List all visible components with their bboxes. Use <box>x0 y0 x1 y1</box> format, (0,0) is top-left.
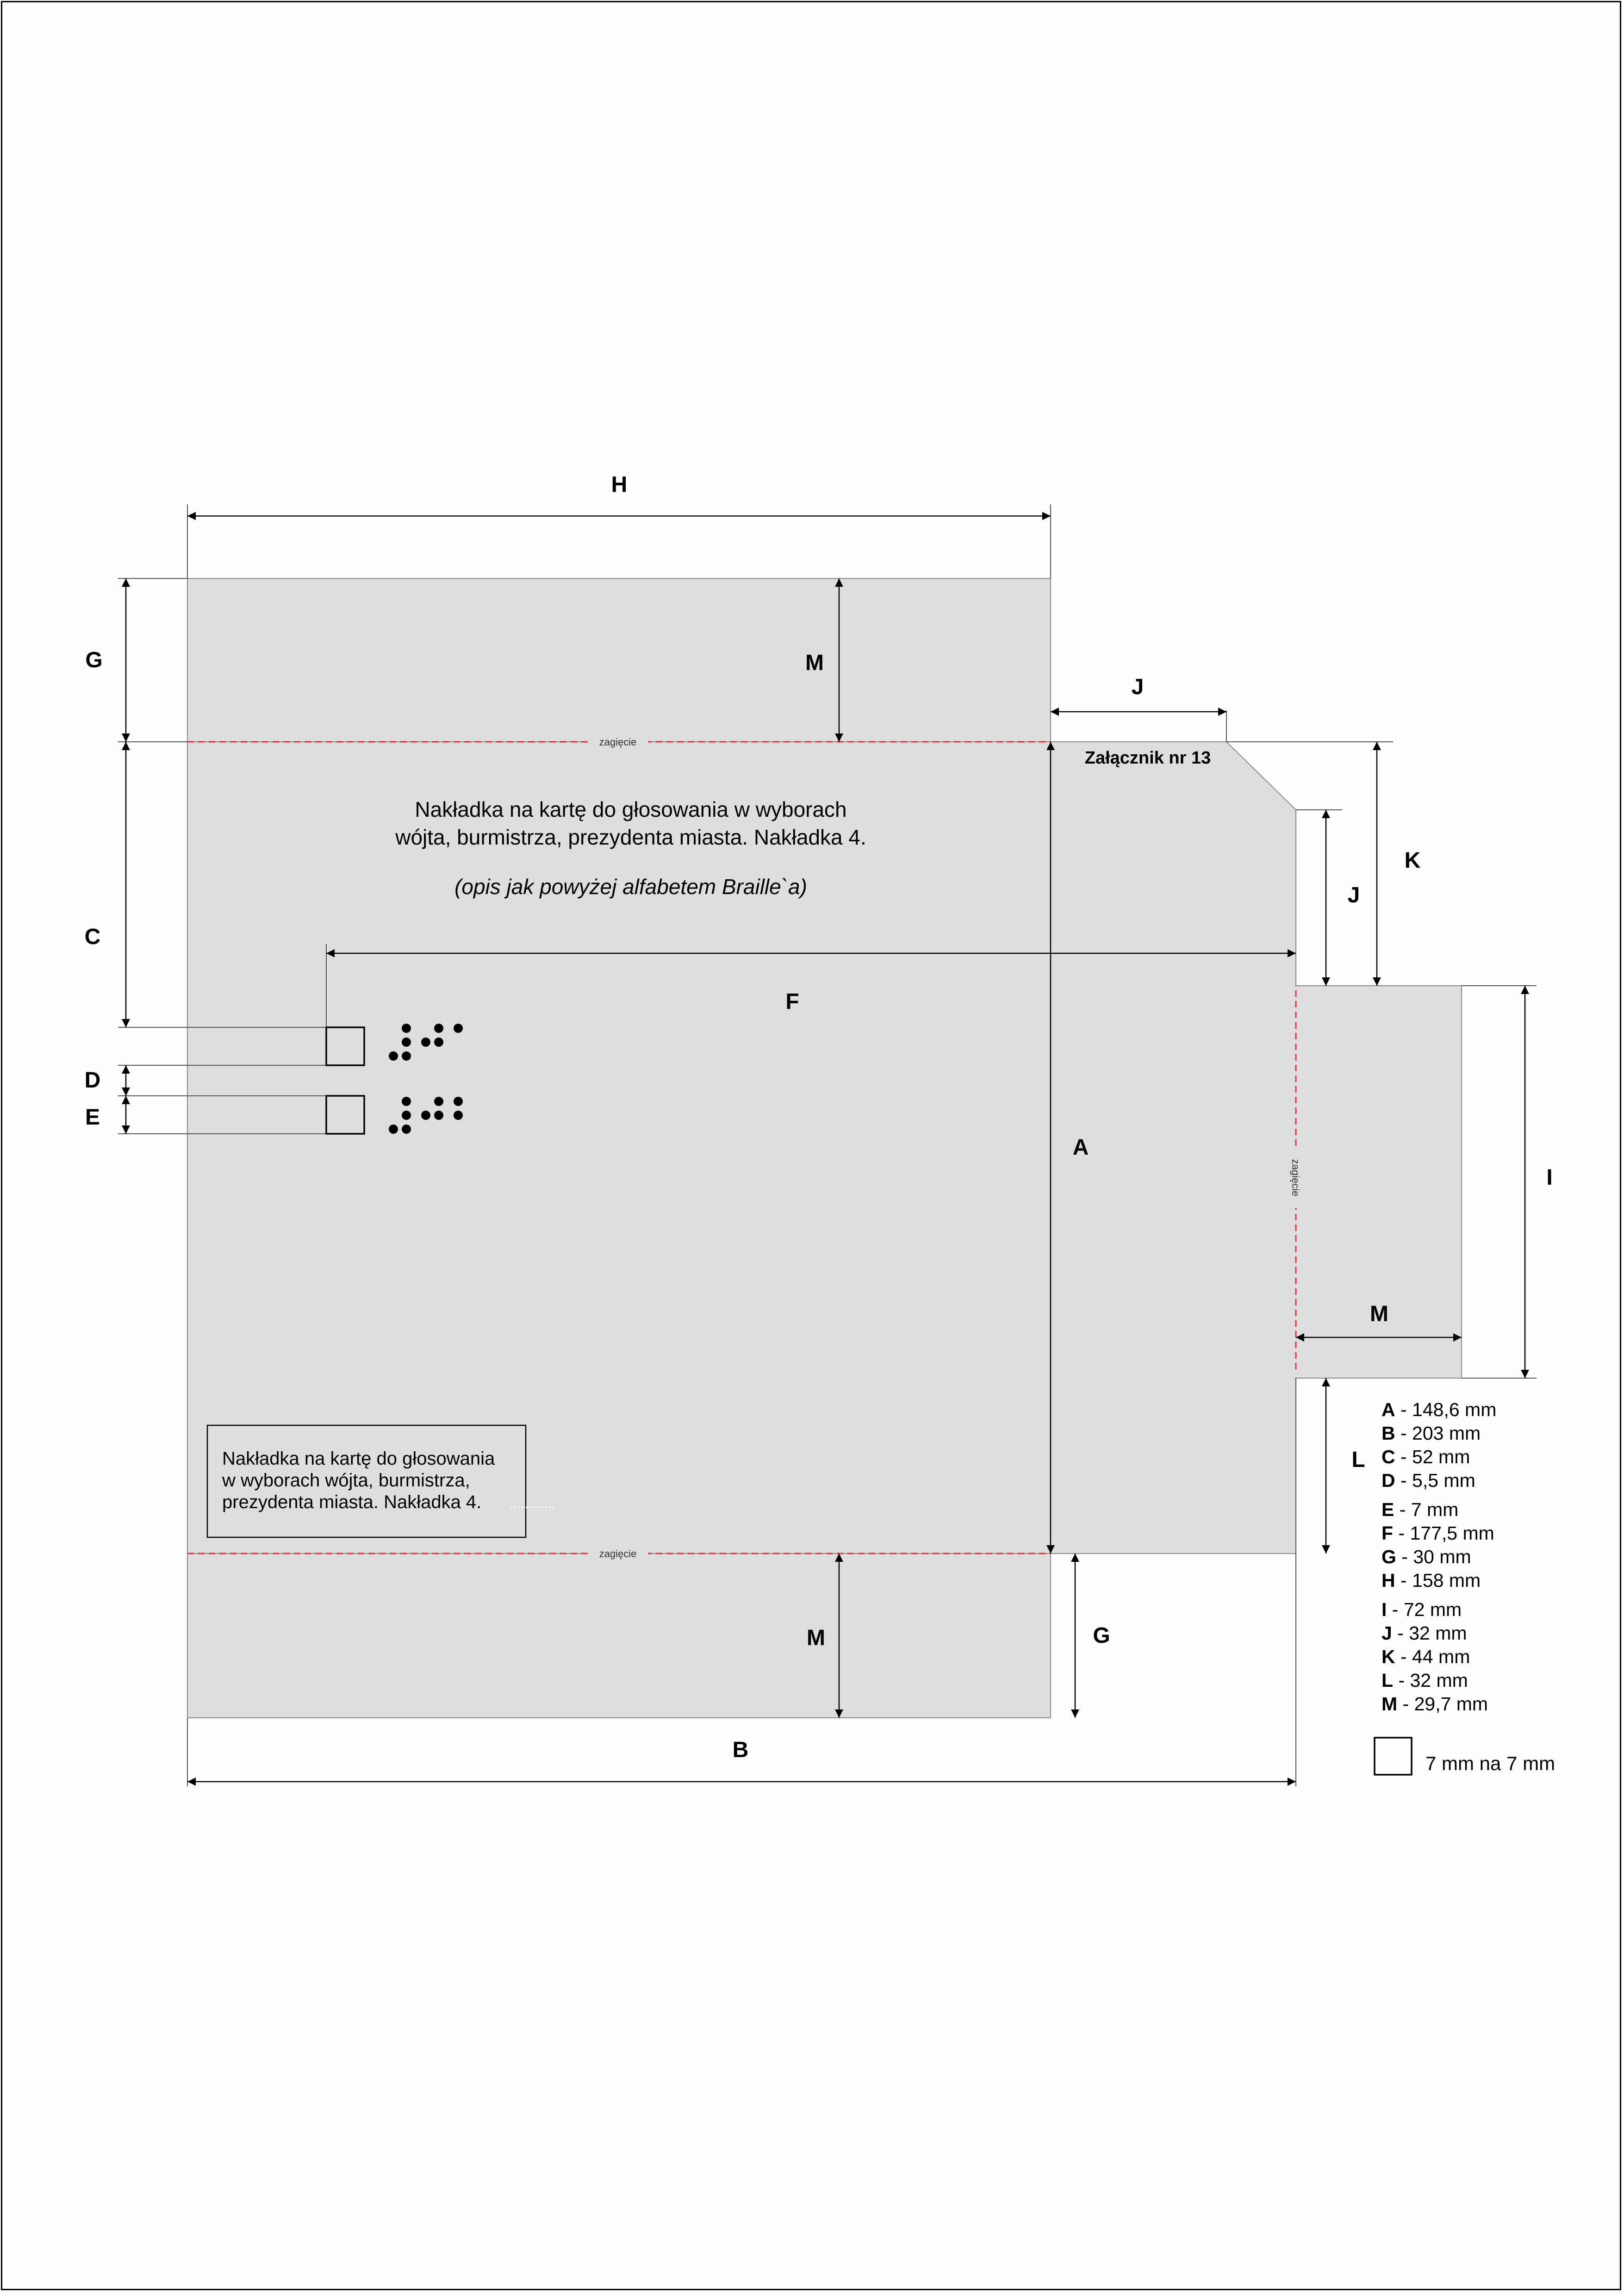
label-G-top: G <box>85 648 103 672</box>
label-box-line-1: Nakładka na kartę do głosowania <box>222 1448 495 1469</box>
legend-row-d: D - 5,5 mm <box>1381 1470 1475 1491</box>
fold-label-bottom: zagięcie <box>599 1548 637 1560</box>
square-note-icon <box>1375 1738 1412 1775</box>
title-line-1: Nakładka na kartę do głosowania w wyborach <box>415 797 847 821</box>
label-M-top: M <box>805 651 824 675</box>
label-box-line-2: w wyborach wójta, burmistrza, <box>222 1470 470 1491</box>
label-J-horizontal: J <box>1131 675 1144 699</box>
legend-row-b: B - 203 mm <box>1381 1423 1481 1444</box>
label-E: E <box>85 1105 100 1130</box>
label-D: D <box>84 1068 101 1093</box>
legend-row-e: E - 7 mm <box>1381 1499 1459 1520</box>
legend-row-h: H - 158 mm <box>1381 1570 1481 1591</box>
label-M-bottom: M <box>807 1626 825 1650</box>
fold-label-top: zagięcie <box>599 736 637 748</box>
title-line-2: wójta, burmistrza, prezydenta miasta. Nakładka 4. <box>395 825 866 849</box>
label-F: F <box>785 989 799 1014</box>
square-note-text: 7 mm na 7 mm <box>1425 1752 1556 1774</box>
label-B: B <box>732 1738 749 1762</box>
label-K: K <box>1404 848 1421 873</box>
legend-row-f: F - 177,5 mm <box>1381 1522 1494 1544</box>
dimension-legend <box>1381 1399 1496 1715</box>
label-C: C <box>84 925 101 949</box>
label-L: L <box>1351 1448 1365 1472</box>
legend-row-a: A - 148,6 mm <box>1381 1399 1497 1420</box>
legend-row-m: M - 29,7 mm <box>1381 1693 1488 1715</box>
legend-row-g: G - 30 mm <box>1381 1546 1471 1567</box>
main-panel <box>187 742 1296 1554</box>
label-I: I <box>1546 1165 1553 1190</box>
attachment-label: Załącznik nr 13 <box>1084 748 1211 768</box>
label-J-vertical: J <box>1347 883 1360 907</box>
braille-note: (opis jak powyżej alfabetem Braille`a) <box>454 875 807 899</box>
legend-row-c: C - 52 mm <box>1381 1446 1470 1467</box>
label-A: A <box>1072 1135 1089 1160</box>
legend-row-j: J - 32 mm <box>1381 1622 1467 1644</box>
label-H: H <box>611 472 628 497</box>
legend-row-i: I - 72 mm <box>1381 1599 1462 1620</box>
label-M-side: M <box>1370 1302 1388 1326</box>
bottom-flap <box>187 1554 1051 1718</box>
legend-row-k: K - 44 mm <box>1381 1646 1470 1667</box>
label-box-line-3: prezydenta miasta. Nakładka 4. <box>222 1492 482 1512</box>
legend-row-l: L - 32 mm <box>1381 1670 1468 1691</box>
label-G-bottom: G <box>1093 1623 1110 1648</box>
top-flap <box>187 578 1051 742</box>
label-box-dots: ............ <box>509 1496 556 1511</box>
fold-label-side: zagięcie <box>1290 1159 1301 1197</box>
